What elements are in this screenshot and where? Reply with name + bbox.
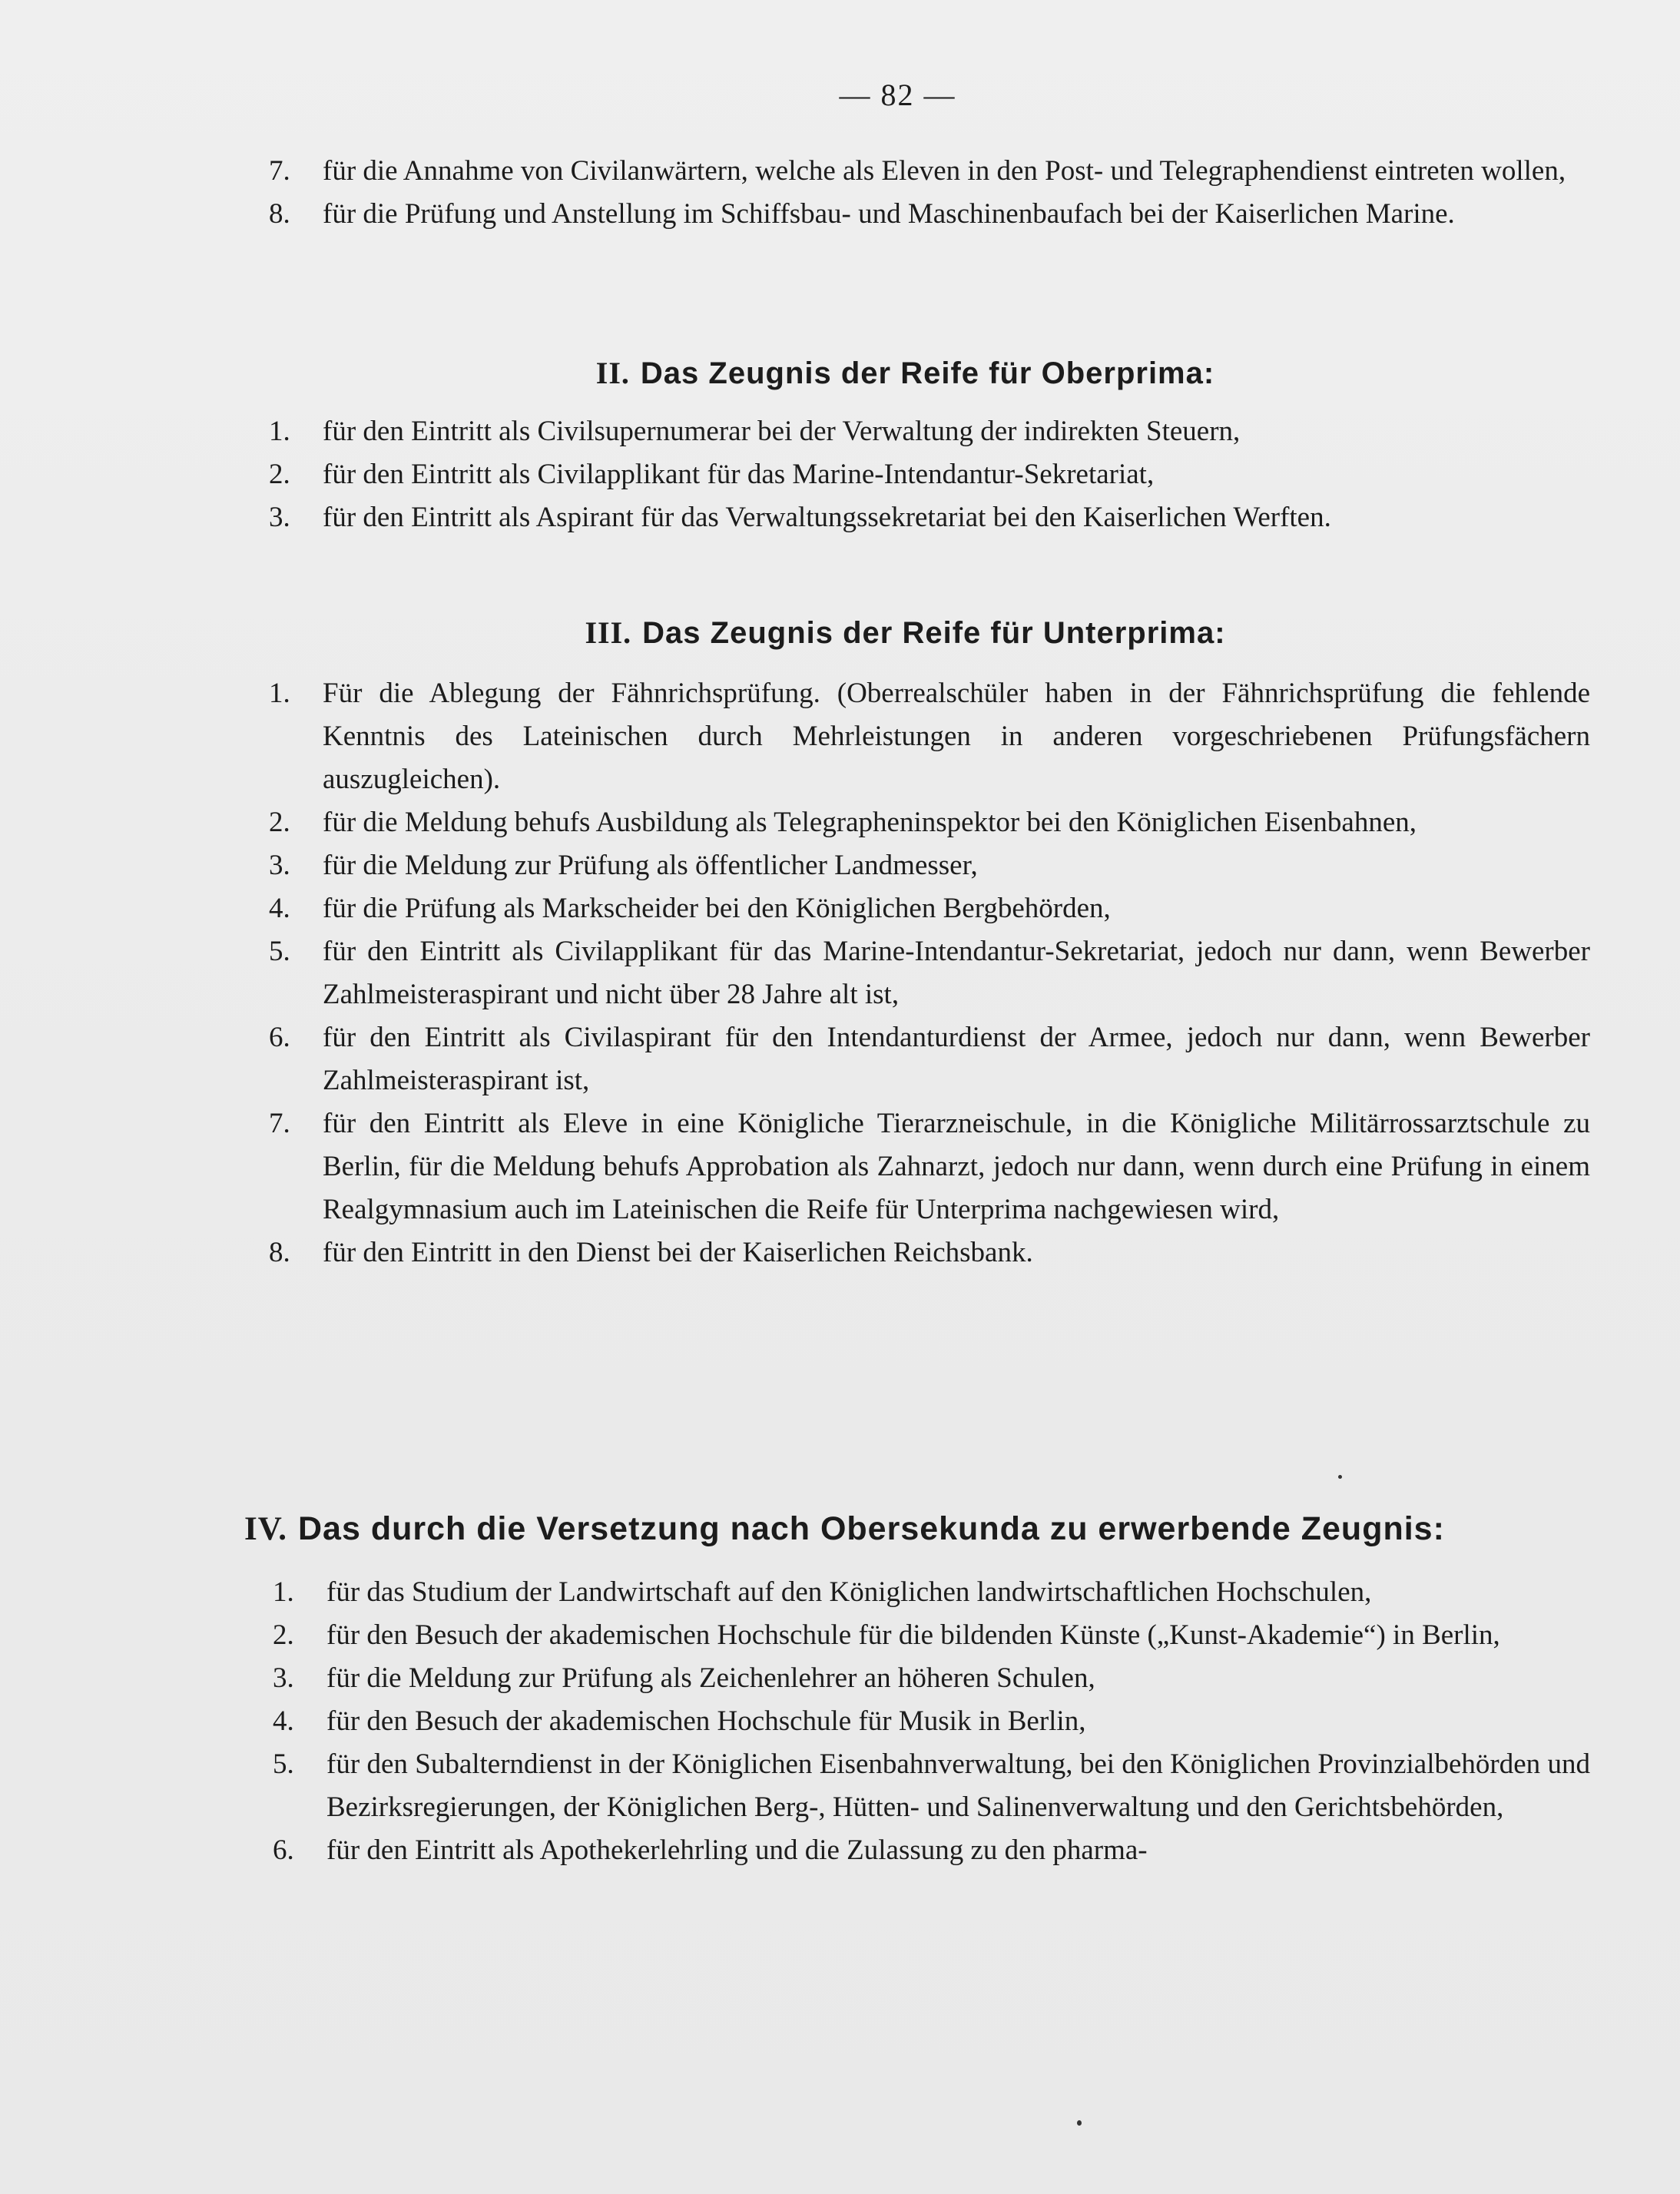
item-text: für den Eintritt als Apothekerlehrling und die Zulassung zu den pharma- bbox=[326, 1834, 1148, 1866]
item-text: für die Annahme von Civilanwärtern, welche als Eleven in den Post- und Telegraphendienst eintreten wollen, bbox=[323, 155, 1566, 187]
list-item bbox=[269, 1231, 1590, 1274]
section-2-roman: II. bbox=[595, 356, 630, 390]
list-item bbox=[269, 844, 1590, 887]
item-number: 2. bbox=[269, 807, 290, 838]
item-text: für die Meldung zur Prüfung als öffentlicher Landmesser, bbox=[323, 850, 978, 881]
item-text: für den Eintritt als Eleve in eine Königliche Tierarzneischule, in die Königliche Militärrossarztschule zu Berlin, für die Meldung behufs Approbation als Zahnarzt, jedoch nur dann, wenn durch eine Prüfung in einem Realgymnasium auch im Lateinischen die Reife für Unterprima nachgewiesen wird, bbox=[323, 1108, 1590, 1225]
list-item bbox=[269, 410, 1590, 453]
section-3-heading bbox=[65, 615, 1680, 651]
item-number: 3. bbox=[269, 502, 290, 533]
list-item bbox=[269, 672, 1590, 801]
list-item bbox=[269, 453, 1590, 496]
item-number: 2. bbox=[269, 459, 290, 490]
item-text: Für die Ablegung der Fähnrichsprüfung. (Oberrealschüler haben in der Fähnrichsprüfung die fehlende Kenntnis des Lateinischen durch Mehrleistungen in anderen vorgeschriebenen Prüfungsfächern auszugleichen). bbox=[323, 678, 1590, 795]
ink-speck bbox=[1338, 1475, 1342, 1479]
list-item bbox=[269, 801, 1590, 844]
list-item bbox=[269, 1102, 1590, 1231]
item-text: für den Eintritt als Aspirant für das Verwaltungssekretariat bei den Kaiserlichen Werften. bbox=[323, 502, 1331, 533]
item-number: 1. bbox=[273, 1576, 294, 1608]
item-text: für die Prüfung und Anstellung im Schiffsbau- und Maschinenbaufach bei der Kaiserlichen Marine. bbox=[323, 198, 1455, 230]
item-number: 6. bbox=[269, 1022, 290, 1053]
section-2-list bbox=[269, 410, 1590, 539]
item-text: für den Eintritt als Civilapplikant für das Marine-Intendantur-Sekretariat, bbox=[323, 459, 1155, 490]
item-number: 6. bbox=[273, 1834, 294, 1866]
list-item bbox=[269, 193, 1590, 236]
item-text: für die Meldung zur Prüfung als Zeichenlehrer an höheren Schulen, bbox=[326, 1662, 1095, 1694]
section-4-roman: IV. bbox=[244, 1511, 287, 1547]
ink-speck bbox=[1077, 2120, 1082, 2126]
section-4-heading bbox=[244, 1510, 1445, 1548]
section-2-heading bbox=[65, 355, 1680, 391]
item-number: 3. bbox=[269, 850, 290, 881]
list-item bbox=[273, 1614, 1590, 1657]
section-1-list bbox=[269, 150, 1590, 236]
item-text: für die Meldung behufs Ausbildung als Telegrapheninspektor bei den Königlichen Eisenbahnen, bbox=[323, 807, 1417, 838]
item-text: für den Eintritt als Civilaspirant für den Intendanturdienst der Armee, jedoch nur dann, wenn Bewerber Zahlmeisteraspirant ist, bbox=[323, 1022, 1590, 1096]
item-number: 5. bbox=[273, 1748, 294, 1780]
item-number: 7. bbox=[269, 1108, 290, 1139]
item-text: für den Besuch der akademischen Hochschule für Musik in Berlin, bbox=[326, 1705, 1086, 1737]
item-number: 1. bbox=[269, 678, 290, 709]
item-text: für den Eintritt als Civilapplikant für das Marine-Intendantur-Sekretariat, jedoch nur dann, wenn Bewerber Zahlmeisteraspirant und nicht über 28 Jahre alt ist, bbox=[323, 936, 1590, 1010]
section-3-list bbox=[269, 672, 1590, 1274]
section-3-roman: III. bbox=[585, 615, 632, 650]
item-number: 2. bbox=[273, 1619, 294, 1651]
item-text: für den Subalterndienst in der Königlichen Eisenbahnverwaltung, bei den Königlichen Provinzialbehörden und Bezirksregierungen, der Königlichen Berg-, Hütten- und Salinenverwaltung und den Gerichtsbehörden, bbox=[326, 1748, 1590, 1823]
section-4-list bbox=[273, 1571, 1590, 1872]
item-number: 4. bbox=[269, 893, 290, 924]
list-item bbox=[273, 1743, 1590, 1829]
list-item bbox=[269, 1016, 1590, 1102]
item-text: für den Besuch der akademischen Hochschule für die bildenden Künste („Kunst-Akademie“) in Berlin, bbox=[326, 1619, 1500, 1651]
section-4-title: Das durch die Versetzung nach Obersekunda zu erwerbende Zeugnis: bbox=[298, 1510, 1445, 1547]
item-number: 5. bbox=[269, 936, 290, 967]
section-3-title: Das Zeugnis der Reife für Unterprima: bbox=[642, 616, 1226, 650]
list-item bbox=[269, 930, 1590, 1016]
list-item bbox=[269, 150, 1590, 193]
list-item bbox=[273, 1829, 1590, 1872]
item-number: 8. bbox=[269, 1237, 290, 1268]
item-text: für den Eintritt in den Dienst bei der Kaiserlichen Reichsbank. bbox=[323, 1237, 1033, 1268]
list-item bbox=[273, 1700, 1590, 1743]
item-number: 7. bbox=[269, 155, 290, 187]
item-number: 3. bbox=[273, 1662, 294, 1694]
item-number: 4. bbox=[273, 1705, 294, 1737]
section-2-title: Das Zeugnis der Reife für Oberprima: bbox=[640, 356, 1215, 390]
item-text: für die Prüfung als Markscheider bei den Königlichen Bergbehörden, bbox=[323, 893, 1111, 924]
item-text: für das Studium der Landwirtschaft auf den Königlichen landwirtschaftlichen Hochschulen, bbox=[326, 1576, 1372, 1608]
item-text: für den Eintritt als Civilsupernumerar bei der Verwaltung der indirekten Steuern, bbox=[323, 416, 1241, 447]
list-item bbox=[273, 1657, 1590, 1700]
list-item bbox=[273, 1571, 1590, 1614]
list-item bbox=[269, 887, 1590, 930]
list-item bbox=[269, 496, 1590, 539]
item-number: 8. bbox=[269, 198, 290, 230]
item-number: 1. bbox=[269, 416, 290, 447]
page-number: — 82 — bbox=[839, 78, 956, 112]
